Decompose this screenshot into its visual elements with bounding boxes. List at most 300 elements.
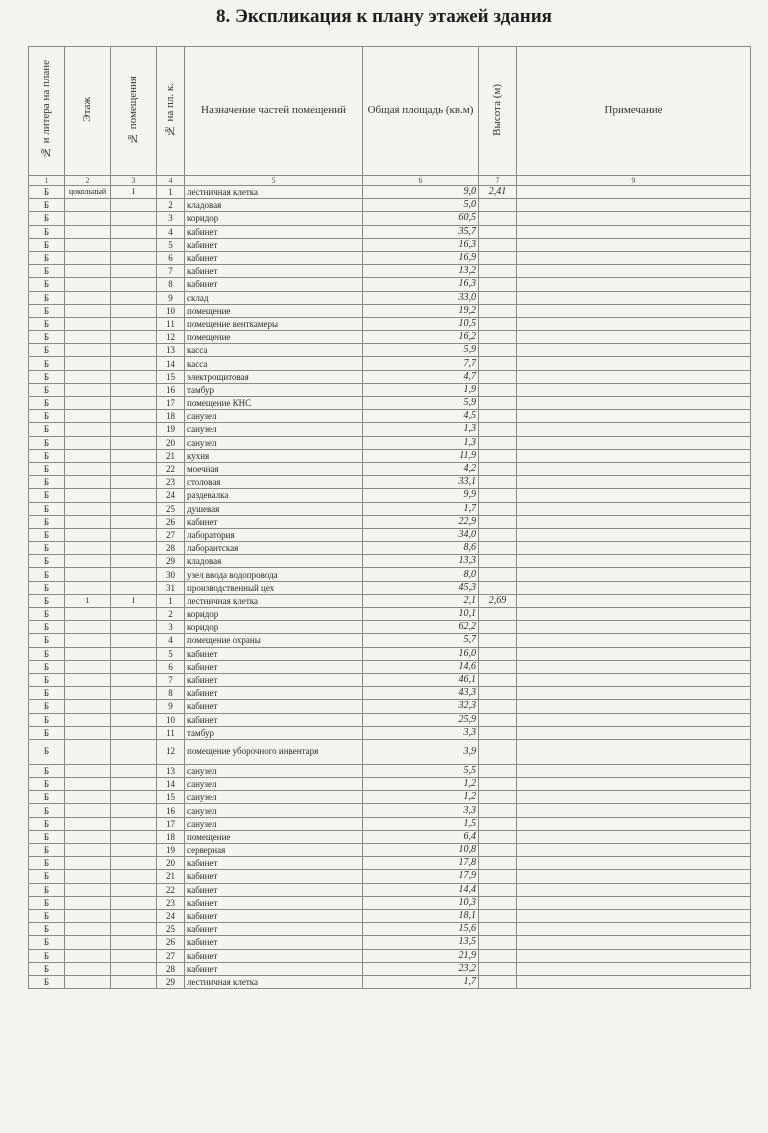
row-height: [479, 317, 517, 330]
row-litera: Б: [29, 949, 65, 962]
row-floor: [65, 870, 111, 883]
row-pom-no: [111, 462, 157, 475]
row-plan-no: 19: [157, 423, 185, 436]
row-height: [479, 555, 517, 568]
row-height: [479, 581, 517, 594]
row-pom-no: [111, 817, 157, 830]
table-row: [29, 949, 751, 962]
row-floor: 1: [65, 594, 111, 607]
row-area: 2,1: [363, 594, 479, 607]
row-note: [517, 883, 751, 896]
row-purpose: узел ввода водопровода: [185, 568, 363, 581]
row-litera: Б: [29, 778, 65, 791]
row-height: [479, 449, 517, 462]
row-floor: [65, 844, 111, 857]
table-row: [29, 370, 751, 383]
row-plan-no: 13: [157, 344, 185, 357]
row-note: [517, 278, 751, 291]
row-pom-no: [111, 502, 157, 515]
row-litera: Б: [29, 804, 65, 817]
row-height: [479, 857, 517, 870]
row-purpose: кабинет: [185, 700, 363, 713]
row-plan-no: 15: [157, 370, 185, 383]
row-height: [479, 791, 517, 804]
row-pom-no: [111, 870, 157, 883]
table-row: [29, 476, 751, 489]
row-height: [479, 687, 517, 700]
row-note: [517, 817, 751, 830]
row-litera: Б: [29, 436, 65, 449]
row-plan-no: 11: [157, 726, 185, 739]
row-note: [517, 804, 751, 817]
row-height: [479, 383, 517, 396]
row-plan-no: 22: [157, 883, 185, 896]
row-area: 60,5: [363, 212, 479, 225]
row-note: [517, 397, 751, 410]
row-pom-no: [111, 975, 157, 988]
table-row: [29, 568, 751, 581]
row-litera: Б: [29, 423, 65, 436]
row-pom-no: [111, 896, 157, 909]
table-row: [29, 344, 751, 357]
column-number-row: [29, 176, 751, 186]
table-row: [29, 936, 751, 949]
row-floor: [65, 634, 111, 647]
row-note: [517, 909, 751, 922]
row-litera: Б: [29, 238, 65, 251]
row-floor: [65, 225, 111, 238]
row-floor: [65, 423, 111, 436]
row-purpose: помещение охраны: [185, 634, 363, 647]
row-plan-no: 27: [157, 949, 185, 962]
table-row: [29, 251, 751, 264]
row-plan-no: 9: [157, 291, 185, 304]
row-area: 10,3: [363, 896, 479, 909]
row-purpose: помещение: [185, 331, 363, 344]
row-height: [479, 357, 517, 370]
row-area: 3,3: [363, 726, 479, 739]
row-floor: [65, 212, 111, 225]
row-note: [517, 844, 751, 857]
row-area: 5,0: [363, 199, 479, 212]
row-plan-no: 28: [157, 962, 185, 975]
row-purpose: коридор: [185, 608, 363, 621]
row-height: [479, 542, 517, 555]
table-row: [29, 660, 751, 673]
row-area: 9,0: [363, 186, 479, 199]
row-area: 10,5: [363, 317, 479, 330]
table-row: [29, 304, 751, 317]
row-purpose: кабинет: [185, 687, 363, 700]
row-note: [517, 778, 751, 791]
table-row: [29, 844, 751, 857]
row-purpose: моечная: [185, 462, 363, 475]
header-area: Общая площадь (кв.м): [363, 47, 479, 176]
row-plan-no: 2: [157, 199, 185, 212]
table-row: [29, 423, 751, 436]
header-row: [29, 47, 751, 176]
row-area: 33,1: [363, 476, 479, 489]
row-plan-no: 14: [157, 778, 185, 791]
row-pom-no: [111, 647, 157, 660]
row-purpose: кладовая: [185, 199, 363, 212]
row-plan-no: 25: [157, 923, 185, 936]
row-plan-no: 27: [157, 528, 185, 541]
table-row: [29, 634, 751, 647]
row-plan-no: 15: [157, 791, 185, 804]
row-pom-no: [111, 830, 157, 843]
row-purpose: кабинет: [185, 238, 363, 251]
row-height: [479, 673, 517, 686]
table-row: [29, 317, 751, 330]
row-plan-no: 20: [157, 436, 185, 449]
row-note: [517, 791, 751, 804]
row-note: [517, 660, 751, 673]
row-purpose: кабинет: [185, 673, 363, 686]
row-purpose: серверная: [185, 844, 363, 857]
table-row: [29, 357, 751, 370]
row-note: [517, 186, 751, 199]
row-area: 17,9: [363, 870, 479, 883]
row-plan-no: 24: [157, 489, 185, 502]
row-pom-no: [111, 660, 157, 673]
header-floor: Этаж: [65, 47, 111, 176]
row-litera: Б: [29, 608, 65, 621]
row-note: [517, 238, 751, 251]
row-height: [479, 949, 517, 962]
row-height: 2,69: [479, 594, 517, 607]
row-litera: Б: [29, 726, 65, 739]
row-height: [479, 291, 517, 304]
row-litera: Б: [29, 621, 65, 634]
row-floor: [65, 304, 111, 317]
row-area: 13,2: [363, 265, 479, 278]
row-area: 35,7: [363, 225, 479, 238]
row-area: 7,7: [363, 357, 479, 370]
row-area: 4,7: [363, 370, 479, 383]
row-purpose: производственный цех: [185, 581, 363, 594]
row-area: 15,6: [363, 923, 479, 936]
row-area: 16,2: [363, 331, 479, 344]
column-number: 3: [111, 176, 157, 186]
row-height: [479, 936, 517, 949]
row-pom-no: [111, 265, 157, 278]
row-purpose: кабинет: [185, 923, 363, 936]
row-litera: Б: [29, 975, 65, 988]
row-purpose: касса: [185, 344, 363, 357]
row-area: 4,2: [363, 462, 479, 475]
row-pom-no: [111, 949, 157, 962]
table-row: [29, 397, 751, 410]
table-row: [29, 383, 751, 396]
row-litera: Б: [29, 528, 65, 541]
table-row: [29, 462, 751, 475]
row-area: 25,9: [363, 713, 479, 726]
row-litera: Б: [29, 397, 65, 410]
row-purpose: коридор: [185, 621, 363, 634]
row-purpose: склад: [185, 291, 363, 304]
row-litera: Б: [29, 317, 65, 330]
table-row: [29, 449, 751, 462]
row-pom-no: [111, 304, 157, 317]
row-area: 1,2: [363, 778, 479, 791]
row-purpose: санузел: [185, 423, 363, 436]
row-area: 5,7: [363, 634, 479, 647]
row-height: [479, 476, 517, 489]
table-row: [29, 830, 751, 843]
row-area: 43,3: [363, 687, 479, 700]
header-plan-no: № на пл. к.: [157, 47, 185, 176]
row-plan-no: 17: [157, 397, 185, 410]
row-plan-no: 25: [157, 502, 185, 515]
row-pom-no: [111, 515, 157, 528]
explication-table: [28, 46, 751, 989]
row-purpose: кухня: [185, 449, 363, 462]
row-purpose: кабинет: [185, 883, 363, 896]
row-purpose: коридор: [185, 212, 363, 225]
row-floor: [65, 764, 111, 777]
row-height: [479, 265, 517, 278]
row-height: [479, 370, 517, 383]
row-plan-no: 7: [157, 673, 185, 686]
row-height: [479, 502, 517, 515]
row-purpose: тамбур: [185, 383, 363, 396]
row-litera: Б: [29, 962, 65, 975]
row-height: [479, 436, 517, 449]
row-height: [479, 817, 517, 830]
row-note: [517, 764, 751, 777]
row-area: 16,3: [363, 238, 479, 251]
row-litera: Б: [29, 923, 65, 936]
row-height: [479, 278, 517, 291]
table-row: [29, 804, 751, 817]
row-floor: [65, 817, 111, 830]
row-floor: [65, 199, 111, 212]
row-pom-no: [111, 608, 157, 621]
row-plan-no: 4: [157, 225, 185, 238]
row-height: [479, 410, 517, 423]
table-row: [29, 410, 751, 423]
row-purpose: санузел: [185, 778, 363, 791]
row-note: [517, 265, 751, 278]
row-plan-no: 18: [157, 830, 185, 843]
row-area: 21,9: [363, 949, 479, 962]
row-note: [517, 199, 751, 212]
column-number: 1: [29, 176, 65, 186]
row-litera: Б: [29, 555, 65, 568]
row-height: [479, 608, 517, 621]
row-plan-no: 19: [157, 844, 185, 857]
row-area: 1,7: [363, 975, 479, 988]
row-note: [517, 568, 751, 581]
table-row: [29, 502, 751, 515]
row-floor: [65, 581, 111, 594]
row-height: 2,41: [479, 186, 517, 199]
row-area: 14,6: [363, 660, 479, 673]
row-area: 10,8: [363, 844, 479, 857]
row-area: 16,3: [363, 278, 479, 291]
row-floor: [65, 857, 111, 870]
row-litera: Б: [29, 370, 65, 383]
table-row: [29, 673, 751, 686]
row-pom-no: [111, 423, 157, 436]
row-note: [517, 896, 751, 909]
row-floor: [65, 975, 111, 988]
row-plan-no: 9: [157, 700, 185, 713]
row-plan-no: 2: [157, 608, 185, 621]
row-height: [479, 568, 517, 581]
row-pom-no: [111, 291, 157, 304]
row-litera: Б: [29, 739, 65, 764]
row-plan-no: 30: [157, 568, 185, 581]
row-height: [479, 909, 517, 922]
row-note: [517, 515, 751, 528]
header-height: Высота (м): [479, 47, 517, 176]
row-plan-no: 4: [157, 634, 185, 647]
row-note: [517, 212, 751, 225]
row-litera: Б: [29, 857, 65, 870]
row-purpose: кабинет: [185, 647, 363, 660]
column-number: 4: [157, 176, 185, 186]
row-pom-no: [111, 936, 157, 949]
row-floor: [65, 449, 111, 462]
table-row: [29, 199, 751, 212]
row-purpose: кладовая: [185, 555, 363, 568]
header-note: Примечание: [517, 47, 751, 176]
row-litera: Б: [29, 515, 65, 528]
table-row: [29, 291, 751, 304]
row-litera: Б: [29, 489, 65, 502]
row-litera: Б: [29, 476, 65, 489]
row-litera: Б: [29, 265, 65, 278]
column-number: 7: [479, 176, 517, 186]
row-area: 16,9: [363, 251, 479, 264]
row-pom-no: [111, 962, 157, 975]
row-height: [479, 830, 517, 843]
row-purpose: санузел: [185, 764, 363, 777]
row-area: 33,0: [363, 291, 479, 304]
row-litera: Б: [29, 278, 65, 291]
row-note: [517, 700, 751, 713]
column-number: 5: [185, 176, 363, 186]
row-floor: [65, 251, 111, 264]
row-pom-no: [111, 673, 157, 686]
row-floor: [65, 317, 111, 330]
row-note: [517, 870, 751, 883]
row-area: 6,4: [363, 830, 479, 843]
row-area: 34,0: [363, 528, 479, 541]
row-litera: Б: [29, 344, 65, 357]
row-litera: Б: [29, 673, 65, 686]
row-floor: [65, 331, 111, 344]
row-pom-no: [111, 489, 157, 502]
table-body: [29, 186, 751, 989]
row-litera: Б: [29, 896, 65, 909]
row-note: [517, 476, 751, 489]
row-height: [479, 199, 517, 212]
row-height: [479, 212, 517, 225]
table-row: [29, 726, 751, 739]
row-floor: [65, 687, 111, 700]
row-note: [517, 383, 751, 396]
row-note: [517, 594, 751, 607]
table-row: [29, 791, 751, 804]
row-plan-no: 21: [157, 870, 185, 883]
row-pom-no: [111, 687, 157, 700]
row-purpose: кабинет: [185, 713, 363, 726]
row-note: [517, 621, 751, 634]
row-height: [479, 726, 517, 739]
row-pom-no: [111, 844, 157, 857]
row-litera: Б: [29, 764, 65, 777]
row-height: [479, 225, 517, 238]
table-row: [29, 238, 751, 251]
row-purpose: кабинет: [185, 896, 363, 909]
row-floor: [65, 462, 111, 475]
row-plan-no: 1: [157, 186, 185, 199]
row-note: [517, 962, 751, 975]
row-area: 14,4: [363, 883, 479, 896]
row-area: 13,5: [363, 936, 479, 949]
row-area: 3,3: [363, 804, 479, 817]
row-plan-no: 24: [157, 909, 185, 922]
row-note: [517, 687, 751, 700]
row-area: 62,2: [363, 621, 479, 634]
row-note: [517, 647, 751, 660]
row-litera: Б: [29, 449, 65, 462]
row-height: [479, 896, 517, 909]
row-area: 8,6: [363, 542, 479, 555]
row-floor: [65, 410, 111, 423]
row-purpose: кабинет: [185, 870, 363, 883]
row-litera: Б: [29, 581, 65, 594]
row-area: 3,9: [363, 739, 479, 764]
row-area: 11,9: [363, 449, 479, 462]
row-plan-no: 13: [157, 764, 185, 777]
row-height: [479, 975, 517, 988]
row-note: [517, 555, 751, 568]
row-pom-no: [111, 278, 157, 291]
row-note: [517, 608, 751, 621]
row-plan-no: 11: [157, 317, 185, 330]
row-pom-no: [111, 804, 157, 817]
row-height: [479, 870, 517, 883]
row-pom-no: [111, 581, 157, 594]
row-litera: Б: [29, 830, 65, 843]
table-row: [29, 647, 751, 660]
row-floor: [65, 515, 111, 528]
row-litera: Б: [29, 870, 65, 883]
row-height: [479, 528, 517, 541]
row-floor: [65, 555, 111, 568]
row-purpose: лаборатория: [185, 528, 363, 541]
row-note: [517, 304, 751, 317]
row-purpose: кабинет: [185, 857, 363, 870]
row-note: [517, 462, 751, 475]
row-litera: Б: [29, 844, 65, 857]
row-purpose: лаборантская: [185, 542, 363, 555]
column-number: 2: [65, 176, 111, 186]
row-pom-no: [111, 700, 157, 713]
row-purpose: лестничная клетка: [185, 975, 363, 988]
row-floor: [65, 923, 111, 936]
row-plan-no: 17: [157, 817, 185, 830]
row-height: [479, 778, 517, 791]
row-purpose: столовая: [185, 476, 363, 489]
row-purpose: санузел: [185, 436, 363, 449]
row-note: [517, 449, 751, 462]
row-note: [517, 225, 751, 238]
